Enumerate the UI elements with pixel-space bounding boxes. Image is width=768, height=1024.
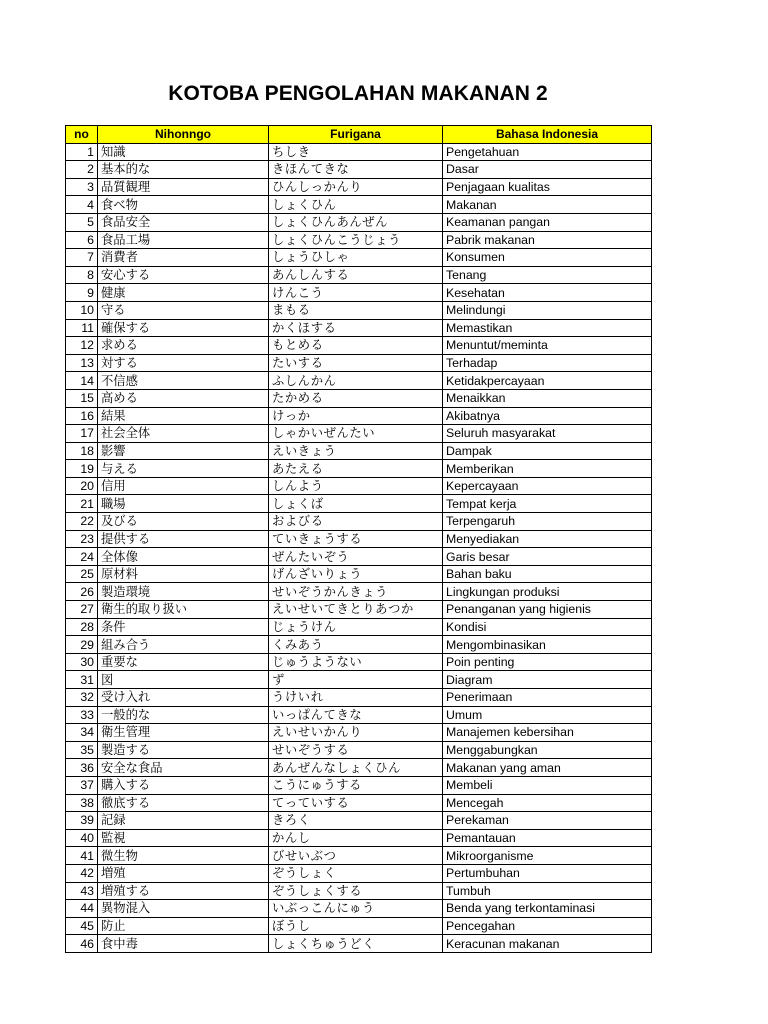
nihonngo-cell: 受け入れ [98,689,269,707]
nihonngo-cell: 監視 [98,829,269,847]
row-number: 29 [66,636,98,654]
furigana-cell: たいする [269,354,443,372]
nihonngo-cell: 信用 [98,477,269,495]
nihonngo-cell: 職場 [98,495,269,513]
indonesian-cell: Tenang [443,266,652,284]
indonesian-cell: Akibatnya [443,407,652,425]
furigana-cell: しょくちゅうどく [269,935,443,953]
nihonngo-cell: 製造する [98,741,269,759]
row-number: 27 [66,601,98,619]
indonesian-cell: Pencegahan [443,917,652,935]
table-header-row [66,126,652,144]
indonesian-cell: Ketidakpercayaan [443,372,652,390]
table-row [66,689,652,707]
table-row [66,161,652,179]
furigana-cell: せいぞうかんきょう [269,583,443,601]
nihonngo-cell: 求める [98,337,269,355]
table-row [66,513,652,531]
nihonngo-cell: 及びる [98,513,269,531]
table-row [66,583,652,601]
indonesian-cell: Menuntut/meminta [443,337,652,355]
furigana-cell: かくほする [269,319,443,337]
indonesian-cell: Terpengaruh [443,513,652,531]
indonesian-cell: Penanganan yang higienis [443,601,652,619]
furigana-cell: しょくひんあんぜん [269,213,443,231]
table-row [66,301,652,319]
table-row [66,407,652,425]
table-row [66,565,652,583]
row-number: 5 [66,213,98,231]
row-number: 3 [66,178,98,196]
nihonngo-cell: 影響 [98,442,269,460]
nihonngo-cell: 社会全体 [98,425,269,443]
table-row [66,759,652,777]
nihonngo-cell: 防止 [98,917,269,935]
row-number: 44 [66,900,98,918]
row-number: 2 [66,161,98,179]
furigana-cell: けんこう [269,284,443,302]
row-number: 15 [66,389,98,407]
row-number: 19 [66,460,98,478]
nihonngo-cell: 食べ物 [98,196,269,214]
furigana-cell: ぜんたいぞう [269,548,443,566]
indonesian-cell: Mengombinasikan [443,636,652,654]
row-number: 32 [66,689,98,707]
nihonngo-cell: 条件 [98,618,269,636]
table-row [66,213,652,231]
indonesian-cell: Perekaman [443,812,652,830]
table-row [66,653,652,671]
indonesian-cell: Pertumbuhan [443,864,652,882]
indonesian-cell: Tumbuh [443,882,652,900]
column-header-nihonngo: Nihonngo [98,126,269,144]
furigana-cell: びせいぶつ [269,847,443,865]
furigana-cell: えいせいてきとりあつか [269,601,443,619]
table-body [66,143,652,952]
row-number: 37 [66,776,98,794]
table-row [66,636,652,654]
furigana-cell: せいぞうする [269,741,443,759]
nihonngo-cell: 対する [98,354,269,372]
table-row [66,196,652,214]
furigana-cell: あたえる [269,460,443,478]
table-row [66,935,652,953]
table-row [66,706,652,724]
furigana-cell: こうにゅうする [269,776,443,794]
indonesian-cell: Diagram [443,671,652,689]
row-number: 18 [66,442,98,460]
furigana-cell: しんよう [269,477,443,495]
row-number: 12 [66,337,98,355]
row-number: 8 [66,266,98,284]
table-row [66,284,652,302]
table-row [66,917,652,935]
indonesian-cell: Konsumen [443,249,652,267]
table-row [66,337,652,355]
nihonngo-cell: 全体像 [98,548,269,566]
nihonngo-cell: 安心する [98,266,269,284]
nihonngo-cell: 食品安全 [98,213,269,231]
furigana-cell: ぞうしょく [269,864,443,882]
nihonngo-cell: 結果 [98,407,269,425]
furigana-cell: しゃかいぜんたい [269,425,443,443]
indonesian-cell: Melindungi [443,301,652,319]
indonesian-cell: Kepercayaan [443,477,652,495]
indonesian-cell: Menggabungkan [443,741,652,759]
nihonngo-cell: 徹底する [98,794,269,812]
nihonngo-cell: 購入する [98,776,269,794]
table-row [66,477,652,495]
furigana-cell: けっか [269,407,443,425]
table-row [66,847,652,865]
nihonngo-cell: 食中毒 [98,935,269,953]
row-number: 20 [66,477,98,495]
indonesian-cell: Mikroorganisme [443,847,652,865]
nihonngo-cell: 製造環境 [98,583,269,601]
furigana-cell: きろく [269,812,443,830]
furigana-cell: ひんしっかんり [269,178,443,196]
indonesian-cell: Benda yang terkontaminasi [443,900,652,918]
furigana-cell: じゅうようない [269,653,443,671]
table-row [66,460,652,478]
row-number: 9 [66,284,98,302]
row-number: 22 [66,513,98,531]
table-row [66,143,652,161]
row-number: 25 [66,565,98,583]
nihonngo-cell: 一般的な [98,706,269,724]
table-row [66,900,652,918]
table-row [66,776,652,794]
indonesian-cell: Memberikan [443,460,652,478]
row-number: 41 [66,847,98,865]
furigana-cell: うけいれ [269,689,443,707]
table-row [66,372,652,390]
nihonngo-cell: 基本的な [98,161,269,179]
row-number: 42 [66,864,98,882]
table-row [66,495,652,513]
furigana-cell: かんし [269,829,443,847]
furigana-cell: いぶっこんにゅう [269,900,443,918]
indonesian-cell: Penerimaan [443,689,652,707]
table-row [66,829,652,847]
furigana-cell: もとめる [269,337,443,355]
table-row [66,178,652,196]
row-number: 11 [66,319,98,337]
table-row [66,530,652,548]
nihonngo-cell: 品質観理 [98,178,269,196]
column-header-no: no [66,126,98,144]
row-number: 39 [66,812,98,830]
nihonngo-cell: 図 [98,671,269,689]
nihonngo-cell: 高める [98,389,269,407]
furigana-cell: あんしんする [269,266,443,284]
row-number: 35 [66,741,98,759]
nihonngo-cell: 衛生管理 [98,724,269,742]
row-number: 36 [66,759,98,777]
table-row [66,724,652,742]
indonesian-cell: Umum [443,706,652,724]
indonesian-cell: Kesehatan [443,284,652,302]
indonesian-cell: Makanan [443,196,652,214]
table-row [66,864,652,882]
table-row [66,442,652,460]
row-number: 30 [66,653,98,671]
furigana-cell: ぞうしょくする [269,882,443,900]
table-row [66,249,652,267]
table-row [66,389,652,407]
row-number: 45 [66,917,98,935]
indonesian-cell: Keamanan pangan [443,213,652,231]
nihonngo-cell: 提供する [98,530,269,548]
indonesian-cell: Seluruh masyarakat [443,425,652,443]
table-row [66,425,652,443]
nihonngo-cell: 食品工場 [98,231,269,249]
furigana-cell: てっていする [269,794,443,812]
indonesian-cell: Tempat kerja [443,495,652,513]
row-number: 7 [66,249,98,267]
column-header-furigana: Furigana [269,126,443,144]
nihonngo-cell: 増殖 [98,864,269,882]
furigana-cell: ふしんかん [269,372,443,390]
furigana-cell: ぼうし [269,917,443,935]
row-number: 24 [66,548,98,566]
row-number: 43 [66,882,98,900]
table-row [66,231,652,249]
furigana-cell: ていきょうする [269,530,443,548]
furigana-cell: ず [269,671,443,689]
nihonngo-cell: 異物混入 [98,900,269,918]
furigana-cell: しょくひん [269,196,443,214]
table-row [66,812,652,830]
indonesian-cell: Membeli [443,776,652,794]
nihonngo-cell: 記録 [98,812,269,830]
indonesian-cell: Pabrik makanan [443,231,652,249]
indonesian-cell: Keracunan makanan [443,935,652,953]
nihonngo-cell: 不信感 [98,372,269,390]
nihonngo-cell: 組み合う [98,636,269,654]
furigana-cell: しょくひんこうじょう [269,231,443,249]
nihonngo-cell: 重要な [98,653,269,671]
furigana-cell: まもる [269,301,443,319]
table-row [66,601,652,619]
nihonngo-cell: 健康 [98,284,269,302]
indonesian-cell: Penjagaan kualitas [443,178,652,196]
table-row [66,266,652,284]
page-title: KOTOBA PENGOLAHAN MAKANAN 2 [168,82,548,105]
table-row [66,618,652,636]
nihonngo-cell: 安全な食品 [98,759,269,777]
row-number: 46 [66,935,98,953]
indonesian-cell: Makanan yang aman [443,759,652,777]
table-row [66,882,652,900]
nihonngo-cell: 微生物 [98,847,269,865]
row-number: 40 [66,829,98,847]
furigana-cell: えいきょう [269,442,443,460]
indonesian-cell: Menyediakan [443,530,652,548]
row-number: 16 [66,407,98,425]
row-number: 31 [66,671,98,689]
furigana-cell: しょうひしゃ [269,249,443,267]
row-number: 4 [66,196,98,214]
table-row [66,354,652,372]
indonesian-cell: Terhadap [443,354,652,372]
indonesian-cell: Memastikan [443,319,652,337]
row-number: 13 [66,354,98,372]
nihonngo-cell: 原材料 [98,565,269,583]
row-number: 28 [66,618,98,636]
indonesian-cell: Manajemen kebersihan [443,724,652,742]
table-row [66,741,652,759]
nihonngo-cell: 守る [98,301,269,319]
row-number: 17 [66,425,98,443]
nihonngo-cell: 知識 [98,143,269,161]
vocabulary-table [65,125,652,953]
furigana-cell: およびる [269,513,443,531]
indonesian-cell: Pengetahuan [443,143,652,161]
indonesian-cell: Dasar [443,161,652,179]
furigana-cell: じょうけん [269,618,443,636]
indonesian-cell: Bahan baku [443,565,652,583]
furigana-cell: ちしき [269,143,443,161]
indonesian-cell: Garis besar [443,548,652,566]
indonesian-cell: Dampak [443,442,652,460]
table-row [66,319,652,337]
indonesian-cell: Pemantauan [443,829,652,847]
indonesian-cell: Kondisi [443,618,652,636]
furigana-cell: たかめる [269,389,443,407]
row-number: 34 [66,724,98,742]
indonesian-cell: Menaikkan [443,389,652,407]
furigana-cell: えいせいかんり [269,724,443,742]
nihonngo-cell: 与える [98,460,269,478]
furigana-cell: しょくば [269,495,443,513]
indonesian-cell: Mencegah [443,794,652,812]
nihonngo-cell: 増殖する [98,882,269,900]
row-number: 6 [66,231,98,249]
indonesian-cell: Poin penting [443,653,652,671]
furigana-cell: くみあう [269,636,443,654]
indonesian-cell: Lingkungan produksi [443,583,652,601]
furigana-cell: きほんてきな [269,161,443,179]
furigana-cell: げんざいりょう [269,565,443,583]
row-number: 38 [66,794,98,812]
row-number: 10 [66,301,98,319]
row-number: 1 [66,143,98,161]
column-header-bahasa-indonesia: Bahasa Indonesia [443,126,652,144]
furigana-cell: あんぜんなしょくひん [269,759,443,777]
furigana-cell: いっぱんてきな [269,706,443,724]
table-row [66,548,652,566]
nihonngo-cell: 衛生的取り扱い [98,601,269,619]
table-row [66,794,652,812]
row-number: 26 [66,583,98,601]
row-number: 21 [66,495,98,513]
row-number: 14 [66,372,98,390]
nihonngo-cell: 確保する [98,319,269,337]
row-number: 33 [66,706,98,724]
row-number: 23 [66,530,98,548]
nihonngo-cell: 消費者 [98,249,269,267]
table-row [66,671,652,689]
